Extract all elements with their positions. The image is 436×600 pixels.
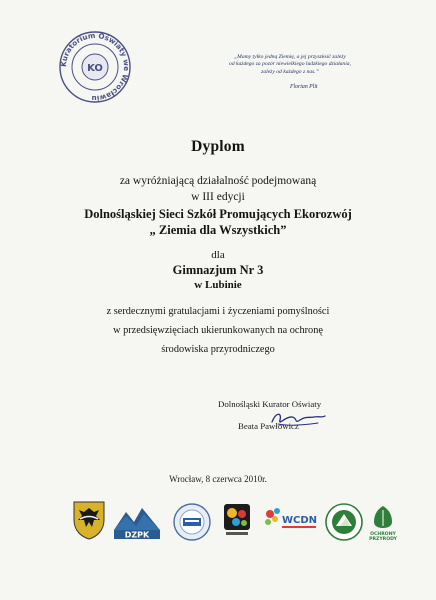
congratulations-line: z serdecznymi gratulacjami i życzeniami pomyślności	[106, 306, 330, 317]
colorful-logo-icon	[222, 502, 252, 538]
edition: w III edycji	[191, 191, 245, 203]
ochrony-text: OCHRONY	[370, 532, 396, 537]
signatory-name: Beata Pawłowicz	[238, 421, 299, 431]
for-label: dla	[211, 249, 225, 261]
recipient-school: Gimnazjum Nr 3	[172, 263, 264, 277]
kuratorium-seal	[58, 30, 132, 104]
nature-conservation-logo-icon	[368, 502, 398, 542]
seal-center-text: KO	[87, 63, 103, 74]
recipient-city: w Lubinie	[194, 279, 242, 291]
signatory-role: Dolnośląski Kurator Oświaty	[218, 399, 322, 409]
landscape-parks-logo-icon	[324, 502, 364, 542]
wcdn-logo-icon	[260, 504, 318, 536]
congratulations-line: środowiska przyrodniczego	[161, 344, 275, 355]
przyrody-text: PRZYRODY	[369, 537, 397, 542]
congratulations-line: w przedsięwzięciach ukierunkowanych na ochronę	[113, 325, 323, 336]
coat-of-arms-icon	[72, 500, 106, 540]
quote-line: zależy od każdego z nas.”	[261, 68, 319, 75]
sponsor-logos	[68, 498, 398, 544]
issue-date: Wrocław, 8 czerwca 2010r.	[169, 474, 267, 484]
quote-line: „Mamy tylko jedną Ziemię, a jej przyszłość zależy	[234, 54, 346, 60]
seal-ring-text: Kuratorium Oświaty we Wrocławiu	[58, 30, 132, 104]
diploma-title: Dyplom	[191, 138, 245, 155]
epigraph-quote	[205, 54, 375, 76]
quote-author: Florian Plit	[290, 84, 318, 90]
dzpk-logo-icon	[112, 502, 162, 540]
round-badge-icon	[172, 502, 212, 542]
program-motto: „ Ziemia dla Wszystkich”	[149, 223, 287, 237]
award-reason: za wyróżniającą działalność podejmowaną	[119, 175, 317, 187]
wcdn-text: WCDN	[282, 515, 318, 526]
dzpk-text: DZPK	[124, 530, 150, 540]
quote-line: od każdego za pozór niewielkiego ludzkiego działania,	[229, 61, 351, 68]
program-name: Dolnośląskiej Sieci Szkół Promujących Ekorozwój	[84, 207, 352, 221]
